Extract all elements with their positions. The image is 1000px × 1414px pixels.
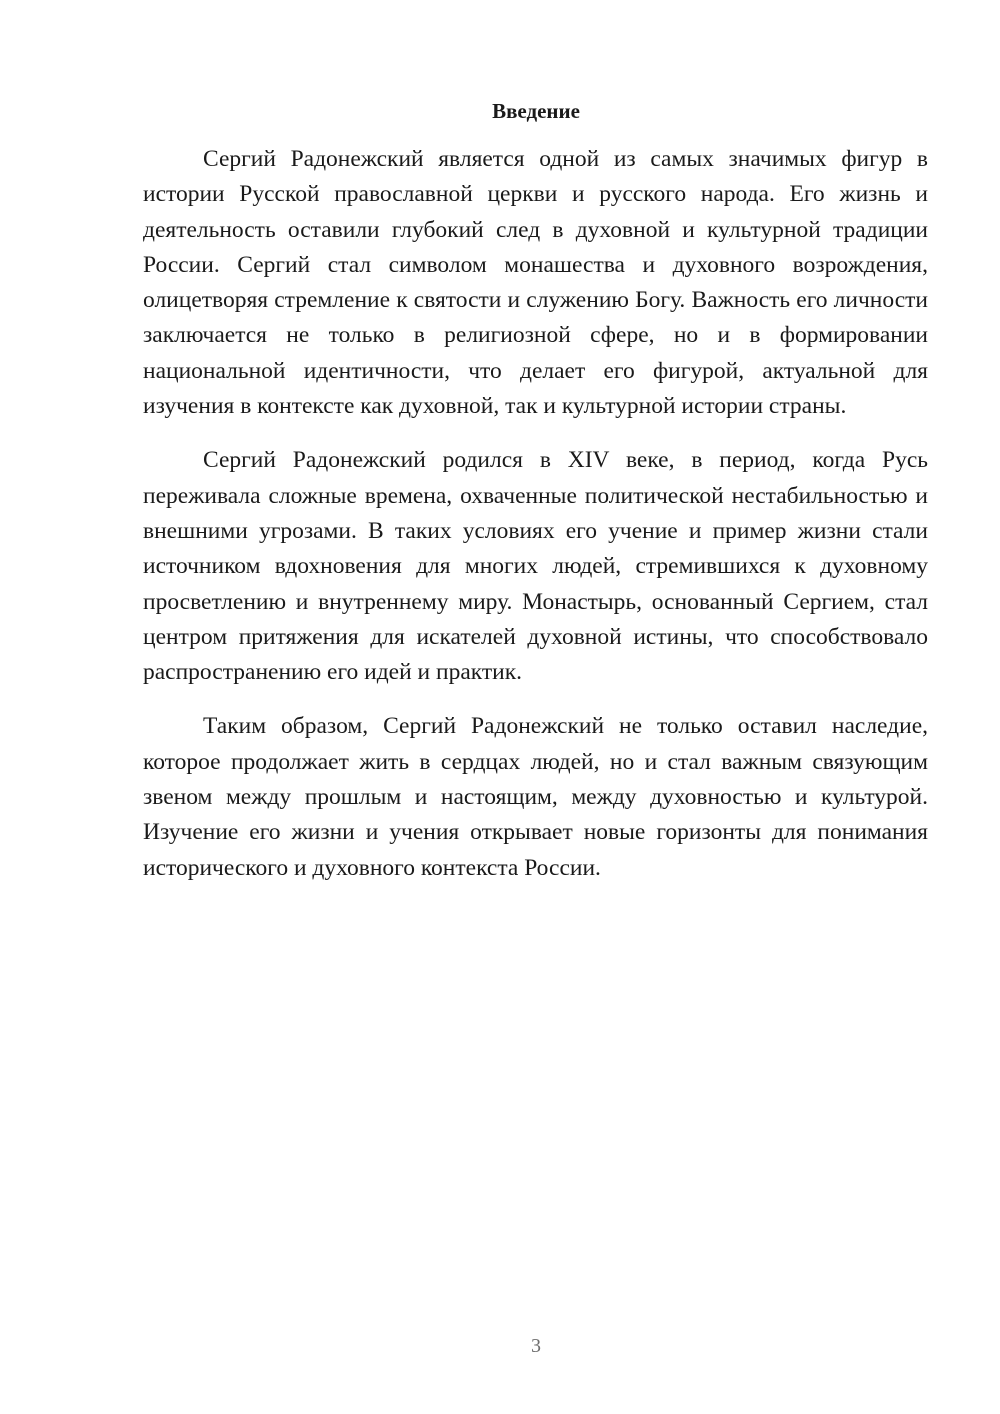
page-number: 3 bbox=[531, 1335, 541, 1357]
paragraph-2: Сергий Радонежский родился в XIV веке, в период, когда Русь переживала сложные времена, охваченные политической нестабильностью и внешними угрозами. В таких условиях его учение и пример жизни стали источником вдохновения для многих людей, стремившихся к духовному просветлению и внутреннему миру. Монастырь, основанный Сергием, стал центром притяжения для искателей духовной истины, что способствовало распространению его идей и практик. bbox=[143, 447, 928, 686]
paragraph-3: Таким образом, Сергий Радонежский не только оставил наследие, которое продолжает жить в сердцах людей, но и стал важным связующим звеном между прошлым и настоящим, между духовностью и культурой. Изучение его жизни и учения открывает новые горизонты для понимания исторического и духовного контекста России. bbox=[143, 713, 928, 881]
body-text bbox=[143, 142, 928, 905]
paragraph-1: Сергий Радонежский является одной из самых значимых фигур в истории Русской православной церкви и русского народа. Его жизнь и деятельность оставили глубокий след в духовной и культурной традиции России. Сергий стал символом монашества и духовного возрождения, олицетворяя стремление к святости и служению Богу. Важность его личности заключается не только в религиозной сфере, но и в формировании национальной идентичности, что делает его фигурой, актуальной для изучения в контексте как духовной, так и культурной истории страны. bbox=[143, 146, 928, 420]
section-heading: Введение bbox=[492, 99, 580, 123]
